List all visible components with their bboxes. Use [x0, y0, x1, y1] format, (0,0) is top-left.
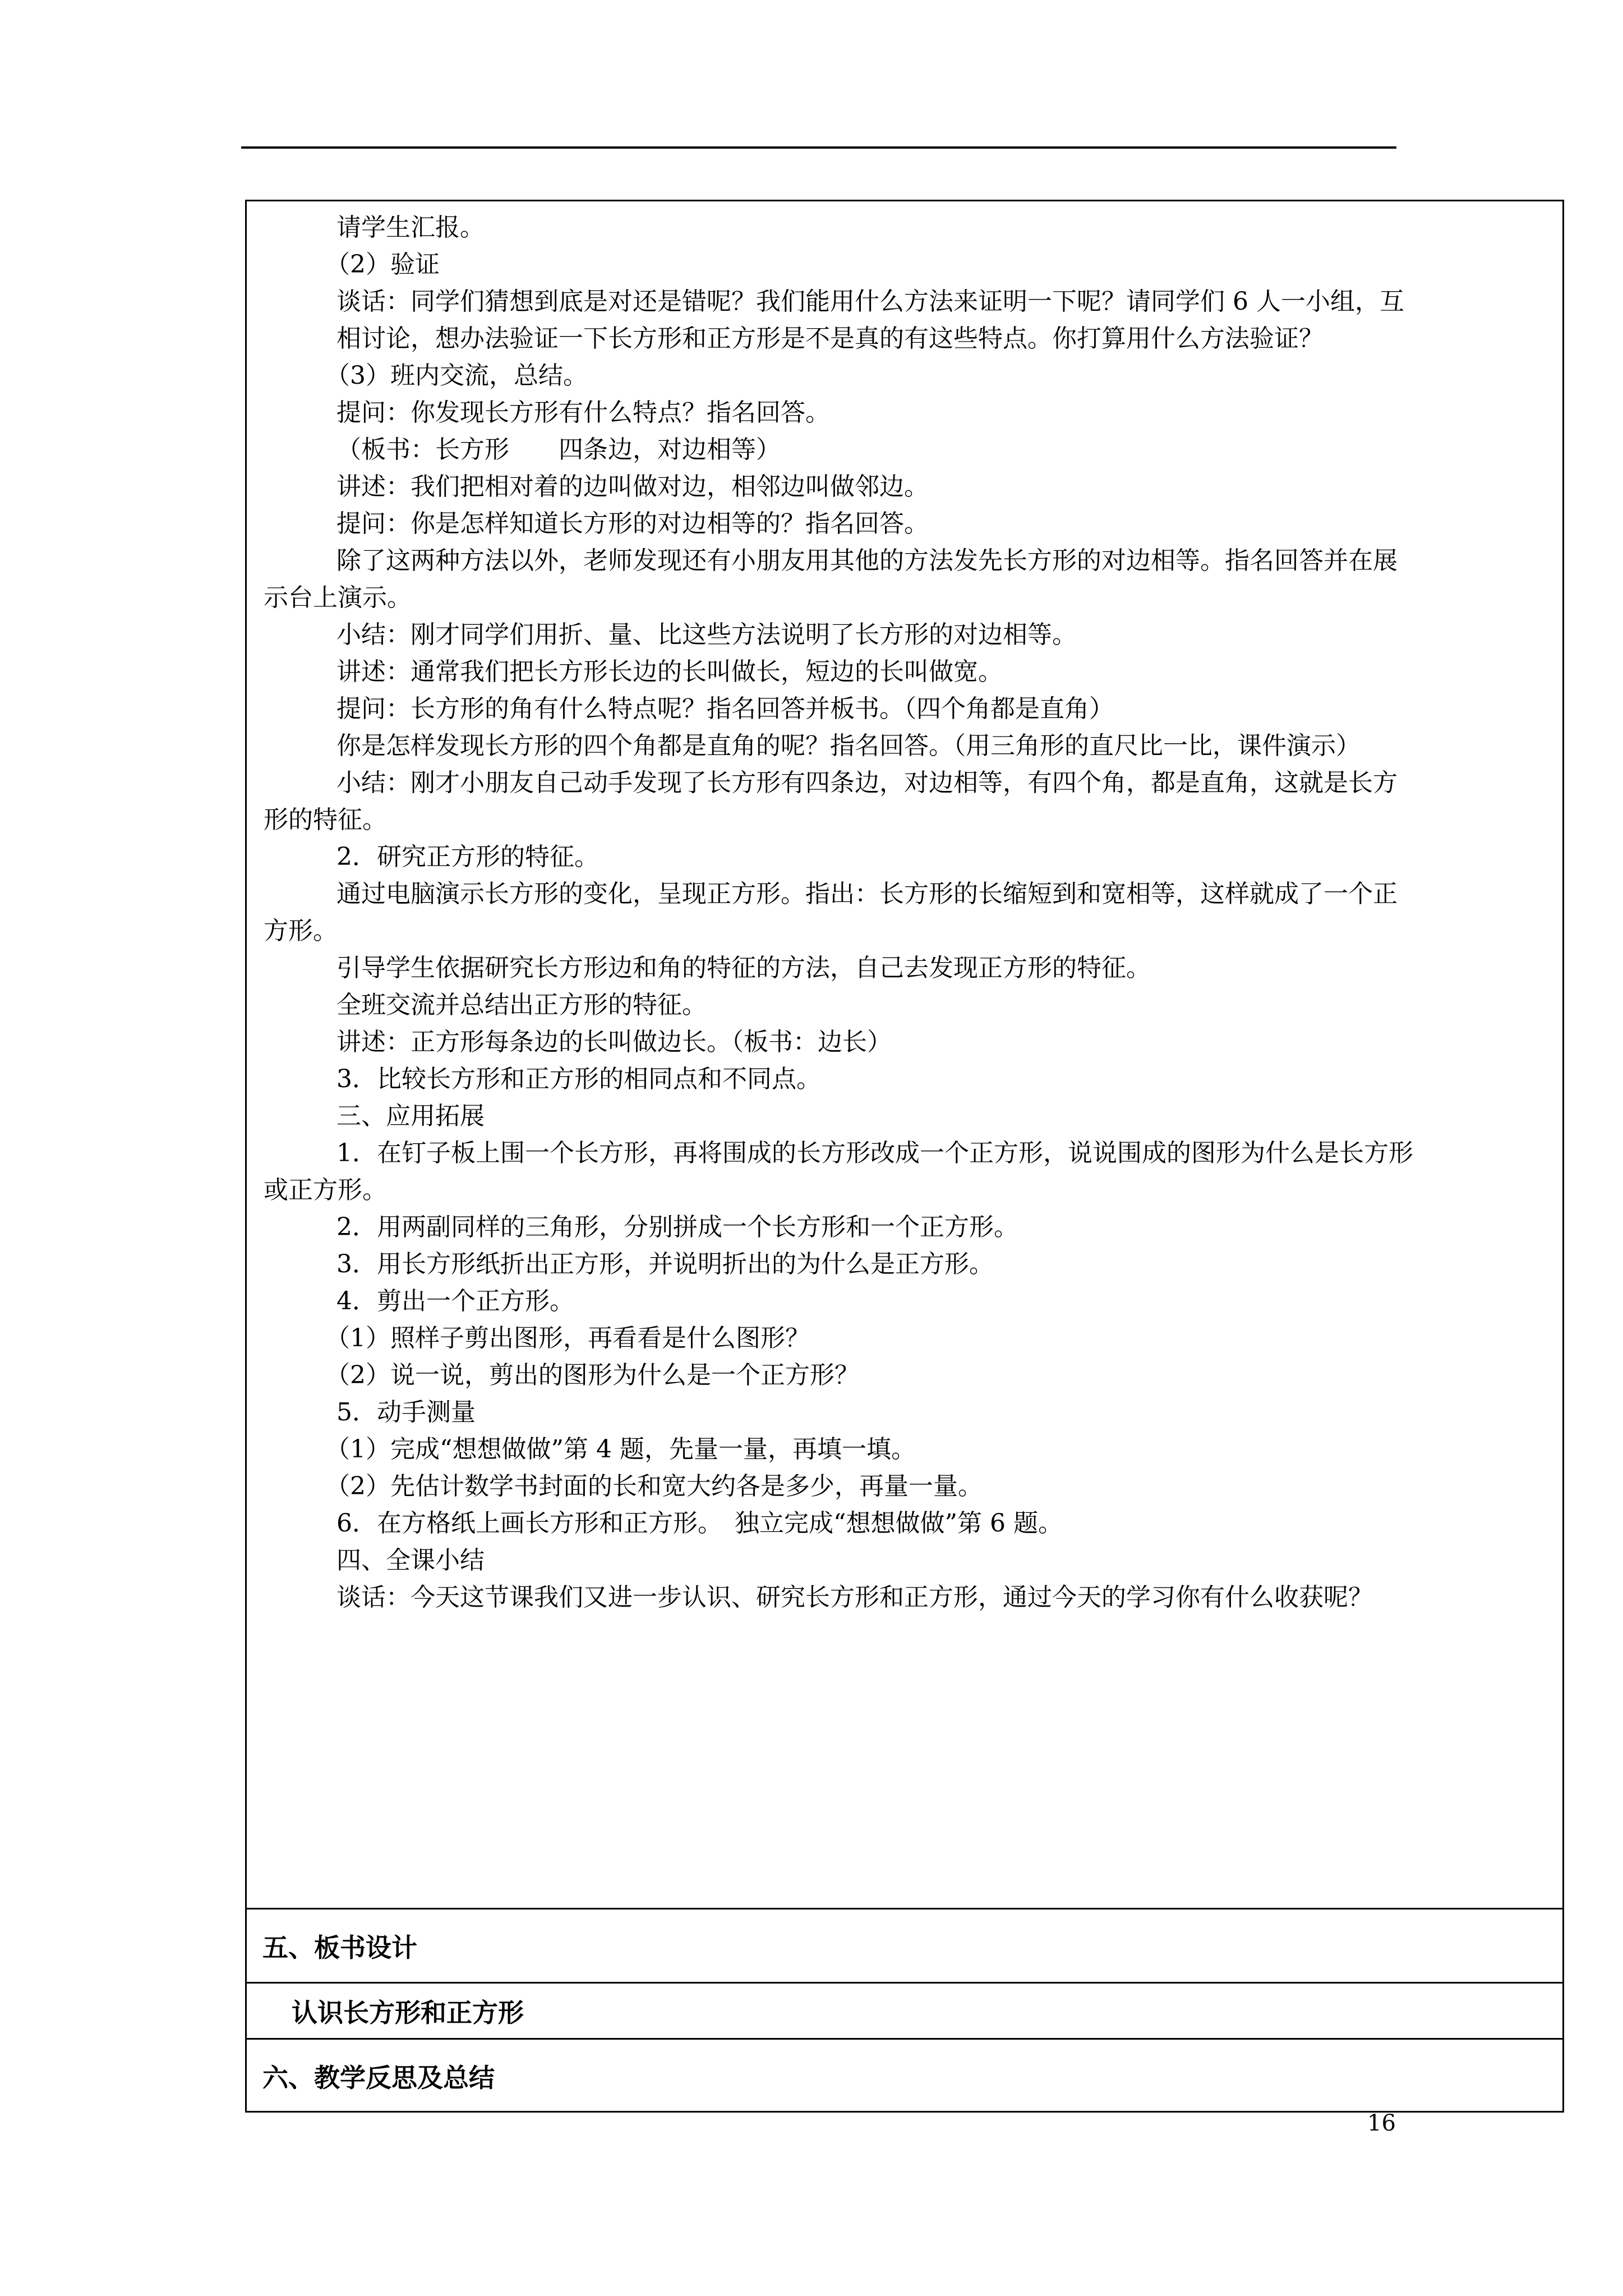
text-line: 你是怎样发现长方形的四个角都是直角的呢？指名回答。（用三角形的直尺比一比，课件演示）: [336, 731, 1361, 760]
text-line: 四、全课小结: [336, 1546, 485, 1575]
text-line: 方形。: [264, 917, 338, 945]
text-line: （1）照样子剪出图形，再看看是什么图形？: [325, 1324, 810, 1352]
text-line: （2）先估计数学书封面的长和宽大约各是多少，再量一量。: [325, 1472, 983, 1501]
reflection-row: [247, 2040, 1562, 2113]
text-line: （板书：长方形 四条边，对边相等）: [336, 435, 781, 464]
text-line: 相讨论，想办法验证一下长方形和正方形是不是真的有这些特点。你打算用什么方法验证？: [336, 324, 1324, 353]
text-line: 除了这两种方法以外，老师发现还有小朋友用其他的方法发先长方形的对边相等。指名回答并在展: [336, 546, 1398, 575]
reflection-heading: 六、教学反思及总结: [262, 2063, 495, 2093]
text-line: 三、应用拓展: [336, 1102, 485, 1130]
text-line: （3）班内交流，总结。: [325, 361, 588, 390]
text-line: 2．用两副同样的三角形，分别拼成一个长方形和一个正方形。: [336, 1213, 1018, 1241]
text-line: 谈话：同学们猜想到底是对还是错呢？我们能用什么方法来证明一下呢？请同学们 6 人一小组，互: [336, 287, 1404, 316]
text-line: 提问：长方形的角有什么特点呢？指名回答并板书。（四个角都是直角）: [336, 694, 1114, 723]
text-line: 讲述：正方形每条边的长叫做边长。（板书：边长）: [336, 1028, 892, 1056]
text-line: 小结：刚才小朋友自己动手发现了长方形有四条边，对边相等，有四个角，都是直角，这就是长方: [336, 769, 1398, 797]
text-line: 小结：刚才同学们用折、量、比这些方法说明了长方形的对边相等。: [336, 620, 1077, 649]
lesson-content-cell: [247, 201, 1562, 1910]
text-line: （1）完成“想想做做”第 4 题，先量一量，再填一填。: [325, 1435, 916, 1464]
text-line: 示台上演示。: [264, 583, 412, 612]
text-line: 2．研究正方形的特征。: [336, 843, 599, 871]
page-number: 16: [1367, 2110, 1396, 2136]
text-line: 提问：你发现长方形有什么特点？指名回答。: [336, 398, 830, 427]
text-line: 通过电脑演示长方形的变化，呈现正方形。指出：长方形的长缩短到和宽相等，这样就成了一个正: [336, 880, 1398, 908]
text-line: 3．用长方形纸折出正方形，并说明折出的为什么是正方形。: [336, 1250, 994, 1278]
text-line: 或正方形。: [264, 1176, 387, 1204]
board-title-row: [247, 1984, 1562, 2040]
text-line: 全班交流并总结出正方形的特征。: [336, 991, 707, 1019]
text-line: （2）说一说，剪出的图形为什么是一个正方形？: [325, 1361, 859, 1389]
text-line: 1．在钉子板上围一个长方形，再将围成的长方形改成一个正方形，说说围成的图形为什么是长方形: [336, 1139, 1413, 1167]
lesson-text: [264, 209, 1546, 1616]
lesson-table: [245, 200, 1564, 2113]
header-rule: [241, 146, 1396, 149]
text-line: 引导学生依据研究长方形边和角的特征的方法，自己去发现正方形的特征。: [336, 954, 1151, 982]
text-line: 形的特征。: [264, 806, 387, 834]
text-line: 讲述：通常我们把长方形长边的长叫做长，短边的长叫做宽。: [336, 657, 1003, 686]
text-line: （2）验证: [325, 250, 440, 279]
board-title: 认识长方形和正方形: [292, 1997, 524, 2028]
text-line: 提问：你是怎样知道长方形的对边相等的？指名回答。: [336, 509, 929, 538]
text-line: 6．在方格纸上画长方形和正方形。 独立完成“想想做做”第 6 题。: [336, 1509, 1063, 1538]
text-line: 3．比较长方形和正方形的相同点和不同点。: [336, 1065, 821, 1093]
text-line: 请学生汇报。: [336, 213, 485, 242]
text-line: 5．动手测量: [336, 1398, 476, 1427]
board-design-row: [247, 1910, 1562, 1984]
board-design-heading: 五、板书设计: [262, 1932, 417, 1963]
text-line: 讲述：我们把相对着的边叫做对边，相邻边叫做邻边。: [336, 472, 929, 501]
text-line: 4．剪出一个正方形。: [336, 1287, 574, 1315]
text-line: 谈话：今天这节课我们又进一步认识、研究长方形和正方形，通过今天的学习你有什么收获呢？: [336, 1583, 1373, 1612]
